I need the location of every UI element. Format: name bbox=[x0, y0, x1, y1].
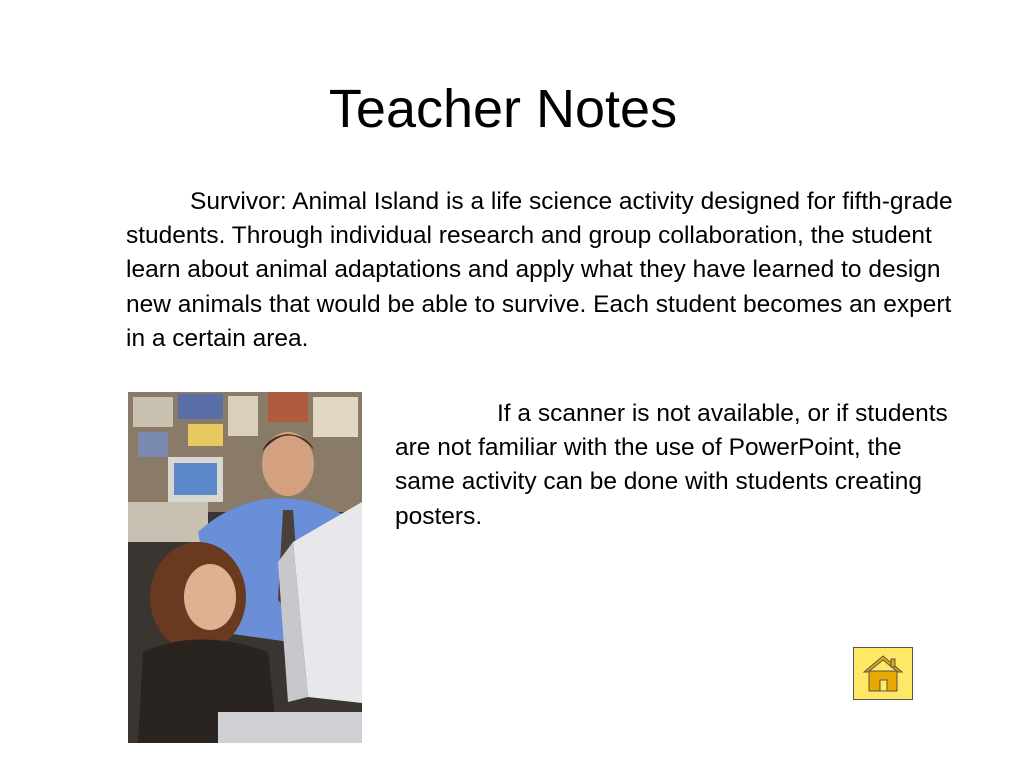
home-icon bbox=[854, 648, 912, 699]
alternative-text: If a scanner is not available, or if students are not familiar with the use of PowerPoint, the same activity can be done with students creating posters. bbox=[395, 400, 948, 530]
alternative-paragraph bbox=[395, 397, 955, 534]
classroom-photo bbox=[128, 392, 362, 743]
description-text: Survivor: Animal Island is a life science activity designed for fifth-grade students. Through individual research and group collaboration, the student learn about animal adaptations and apply what they have learned to design new animals that would be able to survive. Each student becomes an expert in a certain area. bbox=[126, 188, 953, 352]
home-button[interactable] bbox=[853, 647, 913, 700]
slide-title: Teacher Notes bbox=[328, 79, 678, 139]
description-paragraph bbox=[126, 185, 956, 356]
